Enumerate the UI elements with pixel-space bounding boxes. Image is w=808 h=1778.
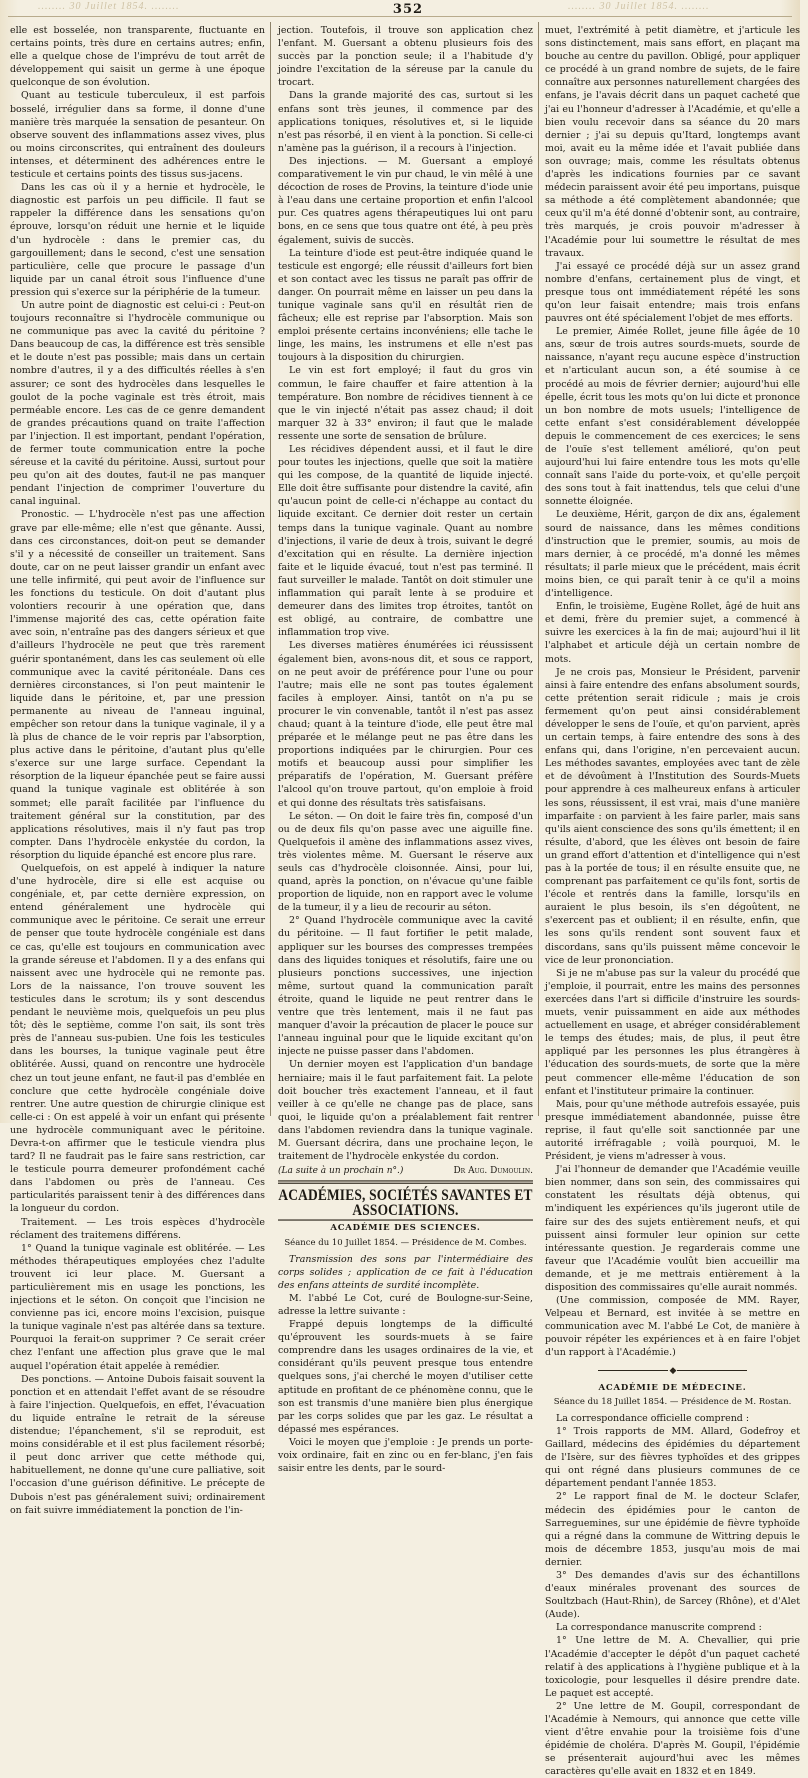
page-number: 352 [392,2,424,17]
paragraph: 2° Une lettre de M. Goupil, correspondant de l'Académie à Nemours, qui annonce que cette ville vient d'être envahie pour la troisième fois d'une épidémie de choléra. D'après M. Goupil, l'épidémie se présenterait aujourd'hui avec les mêmes caractères qu'elle avait en 1832 et en 1849. [545,1700,800,1778]
academy-heading: ACADÉMIE DES SCIENCES. [330,1223,481,1234]
section-heading: ACADÉMIES, SOCIÉTÉS SAVANTES ET ASSOCIATIONS. [278,1181,533,1221]
paragraph: Le deuxième, Hérit, garçon de dix ans, également sourd de naissance, dans les mêmes conditions d'instruction que le premier, soumis, au mois de mars dernier, à ce procédé, m'a donné les mêmes résultats; il parle mieux que le précédent, mais écrit moins bien, ce qui paraît tenir à ce qu'il a moins d'intelligence. [545,509,800,600]
paragraph: Le séton. — On doit le faire très fin, composé d'un ou de deux fils qu'on passe avec une aiguille fine. Quelquefois il amène des inflammations assez vives, très violentes même. M. Guersant le réserve aux seuls cas d'hydrocèle cloisonnée. Ainsi, pour lui, quand, après la ponction, on n'évacue qu'une faible proportion de liquide, non en rapport avec le volume de la tumeur, il y a lieu de recourir au séton. [278,810,533,914]
communication-title: Transmission des sons par l'intermédiaire des corps solides ; application de ce fait à l'éducation des enfans atteints de surdité incomplète. [278,1253,533,1291]
paragraph: Le premier, Aimée Rollet, jeune fille âgée de 10 ans, sœur de trois autres sourds-muets, sourde de naissance, n'ayant reçu aucune espèce d'instruction et n'articulant aucun son, a été soumise à ce procédé au mois de février dernier; aujourd'hui elle épelle, écrit tous les mots qu'on lui dicte et prononce un bon nombre de mots usuels; l'intelligence de cette enfant s'est considérablement développée depuis le commencement de ces exercices; le sens de l'ouïe s'est tellement amélioré, qu'on peut aujourd'hui lui faire entendre tous les mots qu'elle connaît sans l'aide du porte-voix, et qu'elle perçoit des sons tout à fait inattendus, tels que celui d'une sonnette éloignée. [545,326,800,508]
page-header [8,0,792,17]
paragraph: Frappé depuis longtemps de la difficulté qu'éprouvent les sourds-muets à se faire comprendre dans les usages ordinaires de la vie, et considérant qu'ils peuvent presque tous entendre quelques sons, j'ai cherché le moyen d'utiliser cette aptitude en profitant de ce phénomène connu, que le son est transmis d'une manière bien plus énergique par les corps solides que par les gaz. Le résultat a dépassé mes espérances. [278,1319,533,1435]
paragraph: Enfin, le troisième, Eugène Rollet, âgé de huit ans et demi, frère du premier sujet, a commencé à suivre les exercices à la fin de mai; aujourd'hui il lit l'alphabet et articule déjà un certain nombre de mots. [545,601,800,665]
paragraph: Je ne crois pas, Monsieur le Président, parvenir ainsi à faire entendre des enfans absolument sourds, cette prétention serait ridicule ; mais je crois fermement qu'on peut ainsi considérablement développer le sens de l'ouïe, et qu'on parvient, après un certain temps, à faire entendre des sons à des enfans qui, dans l'origine, n'en percevaient aucun. Les méthodes savantes, employées avec tant de zèle et de dévoûment à l'Institution des Sourds-Muets pour apprendre à ces malheureux enfans à articuler les sons, réussissent, il est vrai, mais d'une manière imparfaite : on parvient à les faire parler, mais sans qu'ils aient conscience des sons qu'ils émettent; il en résulte, d'abord, que les élèves ont besoin de faire un grand effort d'attention et d'intelligence qui n'est pas à la portée de tous; il en résulte ensuite que, ne comprenant pas parfaitement ce qu'ils font, sortis de l'école et rentrés dans la famille, lorsqu'ils en auraient le plus besoin, ils s'en dégoûtent, ne s'exercent pas et oublient; il en résulte, enfin, que les sons qu'ils rendent sont souvent faux et discordans, sans qu'ils puissent même concevoir le vice de leur prononciation. [545,666,800,966]
paragraph: La teinture d'iode est peut-être indiquée quand le testicule est engorgé; elle réussit d'ailleurs fort bien et son contact avec les tissus ne paraît pas offrir de danger. On pourrait même en laisser un peu dans la tunique vaginale sans qu'il en résultât rien de fâcheux; elle est reprise par l'absorption. Mais son emploi présente certains inconvéniens; elle tache le linge, les mains, les instrumens et elle n'est pas toujours à la disposition du chirurgien. [278,247,533,364]
paragraph: Les récidives dépendent aussi, et il faut le dire pour toutes les injections, quelle que soit la matière qui les compose, de la quantité de liquide injecté. Elle doit être suffisante pour distendre la cavité, afin qu'aucun point de celle-ci n'échappe au contact du liquide excitant. Ce dernier doit rester un certain temps dans la tunique vaginale. Quant au nombre d'injections, il varie de deux à trois, suivant le degré d'excitation qui en résulte. La dernière injection faite et le liquide évacué, tout n'est pas terminé. Il faut surveiller le malade. Tantôt on doit stimuler une inflammation qui paraît lente à se produire et demeurer dans des limites trop étroites, tantôt on est obligé, au contraire, de combattre une inflammation trop vive. [278,444,533,639]
bleed-through-text: ........ 30 Juillet 1854. ........ [38,1,180,12]
paragraph: Un autre point de diagnostic est celui-ci : Peut-on toujours reconnaître si l'hydrocèle communique ou ne communique pas avec la cavité du péritoine ? Dans beaucoup de cas, la différence est très sensible et le doute n'est pas possible; mais dans un certain nombre d'autres, il y a des difficultés réelles à s'en assurer; ce sont des hydrocèles dans lesquelles le goulot de la poche vaginale est très étroit, mais perméable encore. Les cas de ce genre demandent de grandes précautions quand on traite l'affection par l'injection. Il est important, pendant l'opération, de fermer toute communication entre la poche séreuse et la cavité du péritoine. Aussi, surtout pour peu qu'on ait des doutes, faut-il ne pas manquer pendant l'injection de comprimer l'ouverture du canal inguinal. [10,299,265,508]
paragraph: La correspondance officielle comprend : [556,1412,749,1424]
paragraph: Quelquefois, on est appelé à indiquer la nature d'une hydrocèle, dire si elle est acquise ou congéniale, et, par cette dernière expression, on entend généralement une hydrocèle qui communique avec le péritoine. Ce serait une erreur de penser que toute hydrocèle congéniale est dans ce cas, qu'elle est toujours en communication avec la grande séreuse et l'abdomen. Il y a des enfans qui naissent avec une hydrocèle qui ne remonte pas. Lors de la naissance, l'on trouve souvent les testicules dans le scrotum; ils y sont descendus pendant le neuvième mois, quelquefois un peu plus tôt; dès le septième, comme l'on sait, ils sont très près de l'anneau sus-pubien. Une fois les testicules dans les bourses, la tunique vaginale peut être oblitérée. Aussi, quand on rencontre une hydrocèle chez un tout jeune enfant, ne faut-il pas d'emblée en conclure que cette hydrocèle congéniale doive rentrer. Une autre question de chirurgie clinique est celle-ci : On est appelé à voir un enfant qui présente une hydrocèle communiquant avec le péritoine. Devra-t-on affirmer que le testicule viendra plus tard? Il ne faudrait pas le faire sans restriction, car le testicule pourra demeurer profondément caché dans l'abdomen ou près de l'anneau. Ces particularités paraissent tenir à des différences dans la longueur du cordon. [10,863,265,1215]
column-rule [538,22,539,1116]
paragraph: jection. Toutefois, il trouve son application chez l'enfant. M. Guersant a obtenu plusieurs fois des succès par la ponction seule; il a l'habitude d'y joindre l'excitation de la séreuse par la canule du trocart. [278,25,533,89]
paragraph: 1° Trois rapports de MM. Allard, Godefroy et Gaillard, médecins des épidémies du département de l'Isère, sur des fièvres typhoïdes et des grippes qui ont régné dans plusieurs communes de ce département pendant l'année 1853. [545,1425,800,1490]
paragraph: Le vin est fort employé; il faut du gros vin commun, le faire chauffer et faire attention à la température. Bon nombre de récidives tiennent à ce que le vin injecté n'était pas assez chaud; il doit marquer 32 à 33° environ; il faut que le malade ressente une sorte de sensation de brûlure. [278,365,533,442]
continued-note: (La suite à un prochain n°.) [278,1166,404,1177]
paragraph: muet, l'extrémité à petit diamètre, et j'articule les sons distinctement, mais sans effort, en plaçant ma bouche au centre du pavillon. Obligé, pour appliquer ce procédé à un grand nombre de sujets, de le faire connaître aux personnes naturellement chargées des enfans, je l'avais décrit dans un paquet cacheté que j'ai eu l'honneur d'adresser à l'Académie, et qu'elle a bien voulu recevoir dans sa séance du 20 mars dernier ; j'ai su depuis qu'Itard, longtemps avant moi, avait eu la même idée et l'avait publiée dans son ouvrage; mais, comme les résultats obtenus d'après les indications fournies par ce savant médecin paraissent avoir été peu importans, puisque sa méthode a été complètement abandonnée; que ceux qu'il m'a été donné d'obtenir sont, au contraire, très marqués, je crois pouvoir m'adresser à l'Académie pour lui soumettre le résultat de mes travaux. [545,25,800,259]
paragraph: Des injections. — M. Guersant a employé comparativement le vin pur chaud, le vin mêlé à une décoction de roses de Provins, la teinture d'iode unie à l'eau dans une certaine proportion et enfin l'alcool pur. Ces quatres agens thérapeutiques lui ont paru bons, en ce sens que tous quatre ont été, à peu près également, suivis de succès. [278,155,533,246]
paragraph: Un dernier moyen est l'application d'un bandage herniaire; mais il le faut parfaitement fait. La pelote doit boucher très exactement l'anneau, et il faut veiller à ce qu'elle ne change pas de place, sans quoi, le liquide qu'on a préalablement fait rentrer dans l'abdomen reviendra dans la tunique vaginale. M. Guersant décrira, dans une prochaine leçon, le traitement de l'hydrocèle enkystée du cordon. [278,1059,533,1163]
paragraph: Quant au testicule tuberculeux, il est parfois bosselé, irrégulier dans sa forme, il donne d'une manière très marquée la sensation de pesanteur. On observe souvent des inflammations assez vives, plus ou moins circonscrites, qui entraînent des douleurs intenses, et déterminent des adhérences entre le testicule et certains points des tissus sus-jacens. [10,90,265,181]
paragraph: 1° Une lettre de M. A. Chevallier, qui prie l'Académie d'accepter le dépôt d'un paquet cacheté relatif à des applications à l'hygiène publique et à la toxicologie, pour lesquelles il désire prendre date. Le paquet est accepté. [545,1635,800,1699]
session-line: Séance du 10 Juillet 1854. — Présidence de M. Combes. [284,1237,527,1248]
session-line: Séance du 18 Juillet 1854. — Présidence de M. Rostan. [553,1396,792,1407]
column-2 [278,24,533,1475]
paragraph: La correspondance manuscrite comprend : [556,1622,762,1634]
paragraph: Des ponctions. — Antoine Dubois faisait souvent la ponction et en attendait l'effet avant de se résoudre à faire l'injection. Quelquefois, en effet, l'évacuation du liquide entraîne le retrait de la séreuse distendue; l'épanchement, s'il se reproduit, est moins considérable et il est plus facilement résorbé; il peut donc arriver que cette méthode qui, habituellement, ne donne qu'une cure palliative, soit l'occasion d'une guérison définitive. Le précepte de Dubois n'est pas généralement suivi; ordinairement on fait suivre immédiatement la ponction de l'in- [10,1373,265,1516]
paragraph: 3° Des demandes d'avis sur des échantillons d'eaux minérales provenant des sources de Soultzbach (Haut-Rhin), de Sarcey (Rhône), et d'Alet (Aude). [545,1569,800,1621]
paragraph: Pronostic. — L'hydrocèle n'est pas une affection grave par elle-même; elle n'est que gênante. Aussi, dans ces circonstances, doit-on peut se demander s'il y a nécessité de conseiller un traitement. Sans doute, car on ne peut laisser grandir un enfant avec une telle infirmité, qui peut avoir de l'influence sur les fonctions du testicule. On doit d'autant plus volontiers recourir à une opération que, dans l'immense majorité des cas, cette opération faite avec soin, n'entraîne pas des dangers sérieux et que d'ailleurs l'hydrocèle ne peut que très rarement guérir spontanément, dans les cas seulement où elle communique avec la cavité péritonéale. Dans ces dernières circonstances, si l'on peut maintenir le liquide dans le péritoine, et, par une pression permanente au niveau de l'anneau inguinal, empêcher son retour dans la tunique vaginale, il y a là plus de chance de le voir repris par l'absorption, plus active dans le péritoine, d'autant plus qu'elle s'exerce sur une large surface. Cependant la résorption de la liqueur épanchée peut se faire aussi quand la tunique vaginale est oblitérée à son sommet; elle paraît facilitée par l'influence du traitement général sur la constitution, par des applications résolutives, mais il n'y faut pas trop compter. Dans l'hydrocèle enkystée du cordon, la résorption du liquide épanché est encore plus rare. [10,509,265,861]
paragraph: Dans la grande majorité des cas, surtout si les enfans sont très jeunes, il commence par des applications toniques, résolutives et, si le liquide n'est pas résorbé, il en vient à la ponction. Si celle-ci n'amène pas la guérison, il a recours à l'injection. [278,90,533,154]
paragraph: J'ai l'honneur de demander que l'Académie veuille bien nommer, dans son sein, des commissaires qui constatent les résultats déjà obtenus, qui m'indiquent les expériences qu'ils jugeront utile de faire sur des des sujets entièrement neufs, et qui puissent ainsi formuler leur opinion sur cette intéressante question. Je regarderais comme une faveur que l'Académie voulût bien accueillir ma demande, et je me mettrais entièrement à la disposition des commissaires qu'elle aurait nommés. [545,1164,800,1293]
paragraph: J'ai essayé ce procédé déjà sur un assez grand nombre d'enfans, certainement plus de vingt, et presque tous ont immédiatement répété les sons qu'on leur faisait entendre; mais trois enfans pauvres ont été spécialement l'objet de mes efforts. [545,260,800,325]
academy-heading: ACADÉMIE DE MÉDECINE. [598,1382,747,1393]
paragraph: Les diverses matières énumérées ici réussissent également bien, avons-nous dit, et sous ce rapport, on ne peut avoir de préférence pour l'une ou pour l'autre; mais elle ne sont pas toutes également faciles à employer. Ainsi, tantôt on n'a pu se procurer le vin convenable, tantôt il n'est pas assez chaud; quant à la teinture d'iode, elle peut être mal préparée et le mélange peut ne pas être dans les proportions indiquées par le chirurgien. Pour ces motifs et beaucoup aussi pour simplifier les préparatifs de l'opération, M. Guersant préfère l'alcool qu'on trouve partout, qu'on emploie à froid et qui donne des résultats très satisfaisans. [278,640,533,809]
article-signature [278,1165,533,1178]
paragraph: M. l'abbé Le Cot, curé de Boulogne-sur-Seine, adresse la lettre suivante : [278,1292,533,1317]
paragraph: Voici le moyen que j'emploie : Je prends un porte-voix ordinaire, fait en zinc ou en fer-blanc, j'en fais saisir entre les dents, par le sourd- [278,1436,533,1475]
paragraph: Dans les cas où il y a hernie et hydrocèle, le diagnostic est parfois un peu difficile. Il faut se rappeler la différence dans les sensations qu'on éprouve, lorsqu'on réduit une hernie et le liquide d'un hydrocèle : dans le premier cas, du gargouillement; dans le second, c'est une sensation particulière, celle que procure le passage d'un liquide par un canal étroit sous l'influence d'une pression qui s'exerce sur la périphérie de la tumeur. [10,182,265,298]
paragraph: Mais, pour qu'une méthode autrefois essayée, puis presque immédiatement abandonnée, puisse être reprise, il faut qu'elle soit sanctionnée par une autorité irréfragable ; voilà pourquoi, M. le Président, je viens m'adresser à vous. [545,1098,800,1163]
column-rule [270,22,271,1116]
paragraph: Si je ne m'abuse pas sur la valeur du procédé que j'emploie, il pourrait, entre les mains des personnes exercées dans l'art si difficile d'instruire les sourds-muets, venir puissamment en aide aux méthodes actuellement en usage, et abréger considérablement le temps des études; mais, de plus, il peut être appliqué par les personnes les plus étrangères à l'éducation des sourds-muets, de sorte que la mère peut commencer elle-même l'éducation de son enfant et l'instituteur primaire la continuer. [545,967,800,1097]
author-name: Dr Aug. Dumoulin. [453,1166,533,1177]
bleed-through-text: ........ 30 Juillet 1854. ........ [568,1,710,12]
paragraph: 1° Quand la tunique vaginale est oblitérée. — Les méthodes thérapeutiques employées chez l'adulte trouvent ici leur place. M. Guersant a particulièrement mis en usage les ponctions, les injections et le séton. On conçoit que l'incision ne convienne pas ici, encore moins l'excision, puisque la tunique vaginale n'est pas altérée dans sa texture. Pourquoi la ferait-on supprimer ? Ce serait créer chez l'enfant une affection plus grave que le mal auquel l'opération était appelée à remédier. [10,1242,265,1372]
paragraph: 2° Quand l'hydrocèle communique avec la cavité du péritoine. — Il faut fortifier le petit malade, appliquer sur les bourses des compresses trempées dans des liquides toniques et résolutifs, faire une ou plusieurs ponctions successives, une injection même, surtout quand la communication paraît étroite, quand le liquide ne peut rentrer dans le ventre que très lentement, mais il ne faut pas manquer d'avoir la précaution de placer le pouce sur l'anneau inguinal pour que le liquide excitant qu'on injecte ne puisse passer dans l'abdomen. [278,915,533,1058]
paragraph: 2° Le rapport final de M. le docteur Sclafer, médecin des épidémies pour le canton de Sarreguemines, sur une épidémie de fièvre typhoïde qui a régné dans la commune de Wittring depuis le mois de décembre 1853, jusqu'au mois de mai dernier. [545,1491,800,1568]
paragraph: Traitement. — Les trois espèces d'hydrocèle réclament des traitemens différens. [10,1216,265,1241]
paragraph: (Une commission, composée de MM. Rayer, Velpeau et Bernard, est invitée à se mettre en communication avec M. l'abbé Le Cot, de manière à pouvoir répéter les expériences et à en faire l'objet d'un rapport à l'Académie.) [545,1295,800,1359]
paragraph: elle est bosselée, non transparente, fluctuante en certains points, très dure en certains autres; enfin, elle a quelque chose de l'imprévu de tout arrêt de développement qui saisit un germe à une époque quelconque de son évolution. [10,25,265,89]
section-divider: ◆ [545,1365,800,1378]
column-1 [10,24,265,1516]
column-3 [545,24,800,1778]
